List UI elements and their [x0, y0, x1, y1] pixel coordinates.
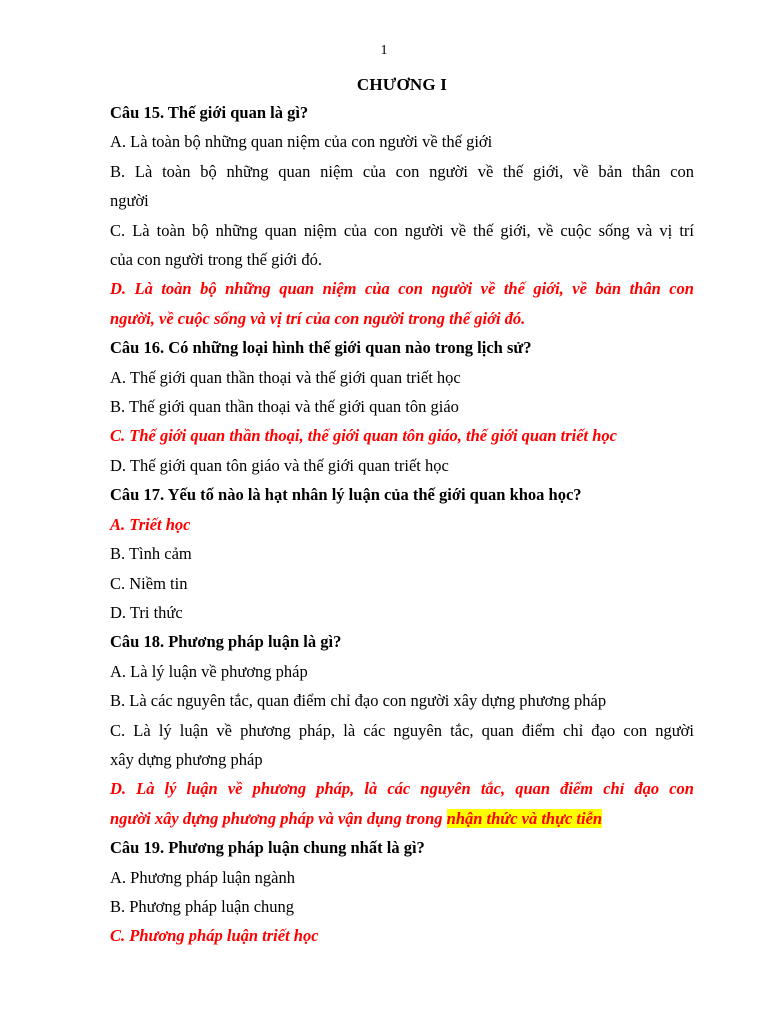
document-content: [110, 98, 694, 951]
correct-answer-line-1: D. Là lý luận về phương pháp, là các nguyên tắc, quan điểm chỉ đạo con: [110, 779, 694, 799]
question-title: Câu 17. Yếu tố nào là hạt nhân lý luận của thế giới quan khoa học?: [110, 485, 582, 505]
option-b: B. Thế giới quan thần thoại và thế giới quan tôn giáo: [110, 397, 459, 417]
correct-answer: C. Phương pháp luận triết học: [110, 926, 319, 946]
correct-answer-line-1: D. Là toàn bộ những quan niệm của con người về thế giới, về bản thân con: [110, 279, 694, 299]
option-a: A. Thế giới quan thần thoại và thế giới quan triết học: [110, 367, 461, 387]
option-c: C. Niềm tin: [110, 573, 188, 593]
question-block: [110, 98, 694, 333]
correct-answer: C. Thế giới quan thần thoại, thế giới quan tôn giáo, thế giới quan triết học: [110, 426, 618, 446]
correct-answer-line-2: [110, 804, 694, 833]
option-a: A. Phương pháp luận ngành: [110, 867, 295, 887]
option-b-line-1: B. Là toàn bộ những quan niệm của con người về thế giới, về bản thân con: [110, 161, 694, 181]
option-a: A. Là lý luận về phương pháp: [110, 661, 308, 681]
option-b: B. Tình cảm: [110, 544, 192, 564]
correct-answer: A. Triết học: [110, 514, 191, 534]
highlighted-text: nhận thức và thực tiễn: [446, 808, 603, 828]
question-title: Câu 15. Thế giới quan là gì?: [110, 103, 309, 122]
option-c-line-2: của con người trong thế giới đó.: [110, 250, 322, 270]
question-title: Câu 16. Có những loại hình thế giới quan nào trong lịch sử?: [110, 338, 532, 358]
question-block: [110, 480, 694, 627]
correct-answer-line-2: người, về cuộc sống và vị trí của con người trong thế giới đó.: [110, 308, 526, 328]
option-c-line-1: C. Là toàn bộ những quan niệm của con người về thế giới, về cuộc sống và vị trí: [110, 220, 694, 240]
option-b-line-2: người: [110, 191, 149, 211]
option-d: D. Thế giới quan tôn giáo và thế giới quan triết học: [110, 455, 449, 475]
page-number: 1: [380, 43, 388, 58]
question-block: [110, 627, 694, 833]
question-title: Câu 19. Phương pháp luận chung nhất là gì?: [110, 838, 425, 858]
option-c-line-1: C. Là lý luận về phương pháp, là các nguyên tắc, quan điểm chỉ đạo con người: [110, 720, 694, 740]
option-b: B. Là các nguyên tắc, quan điểm chỉ đạo con người xây dựng phương pháp: [110, 691, 607, 711]
option-d: D. Tri thức: [110, 602, 183, 622]
option-c-line-2: xây dựng phương pháp: [110, 749, 263, 769]
option-b: B. Phương pháp luận chung: [110, 896, 295, 916]
chapter-title: CHƯƠNG I: [356, 75, 448, 94]
question-title: Câu 18. Phương pháp luận là gì?: [110, 632, 342, 652]
question-block: [110, 333, 694, 480]
correct-answer-text: người xây dựng phương pháp và vận dụng trong: [110, 808, 447, 828]
option-a: A. Là toàn bộ những quan niệm của con người về thế giới: [110, 132, 493, 152]
question-block: [110, 833, 694, 951]
